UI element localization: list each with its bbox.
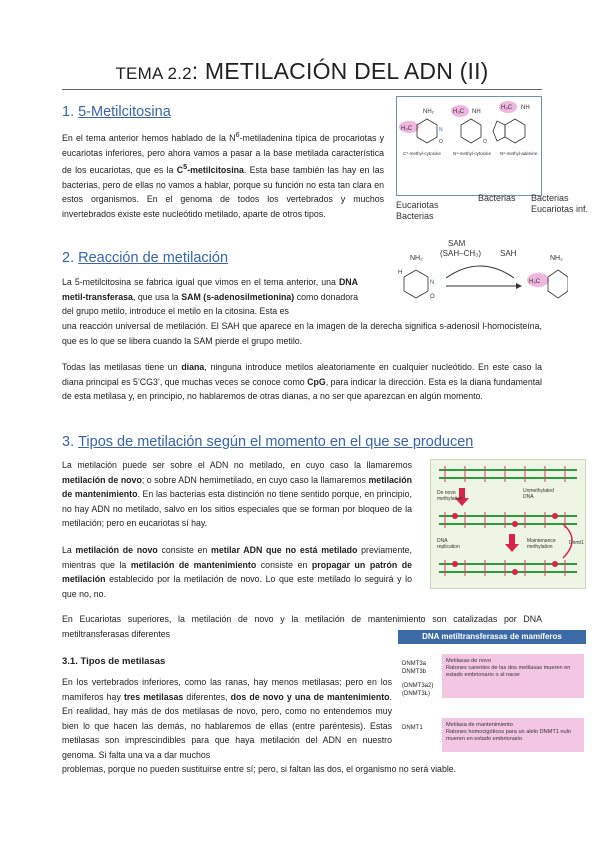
section-3-text-2: La metilación de novo consiste en metilar ADN que no está metilado previamente, mientras que la metilación de mantenimiento consiste en propagar un patrón de metilación establecido por la metilación de novo. Lo que este metilado lo seguirá y lo que no, no.: [62, 545, 412, 599]
methyltransferase-table: [398, 630, 586, 754]
svg-text:H: H: [398, 270, 403, 276]
svg-text:O: O: [483, 139, 487, 145]
label-maintenance-2: methylation: [527, 544, 553, 550]
label-unmethylated: Unmethylated: [523, 488, 554, 494]
section-2-text-3: Todas las metilasas tiene un diana, ninguna introduce metilos aleatoriamente en cualquier nucleótido. En este caso la diana principal es 5’CG3’, que muchas veces se conoce como CpG, para indicar la dirección. Esta es la diana fundamental de esta metilasa y, en principio, no hablaremos de otras dianas, a no ser que aparezcan en algún momento.: [62, 362, 542, 402]
section-3-1-heading: 3.1. Tipos de metilasas: [62, 656, 166, 667]
label-unmethylated-2: DNA: [523, 494, 534, 500]
section-3-1-text-1: En los vertebrados inferiores, como las ranas, hay menos metilasas; pero en los mamíferos hay tres metilasas diferentes, dos de novo y una de mantenimiento. En realidad, hay más de dos metilasas de novo, pero, como no entendemos muy bien lo que hacen las demás, no hablaremos de ellas (entre paréntesis). Estas metilasas son imprescindibles para que haya metilación del ADN en nuestro genoma. Si falta una va a dar muchos: [62, 677, 392, 760]
dna-strands-green: [439, 470, 577, 572]
sah-label: SAH: [500, 249, 517, 258]
dna-bars-top: [445, 466, 565, 576]
svg-text:O: O: [430, 294, 435, 300]
section-2-text-1: La 5-metilcitosina se fabrica igual que vimos en el tema anterior, una DNA metil-transferasa, que usa la SAM (s-adenosilmetionina) como donadora del grupo metilo, introduce el metilo en la citosina. Esta es: [62, 277, 358, 317]
section-2-heading: 2. Reacción de metilación: [62, 250, 229, 266]
reaction-curve: [446, 266, 514, 278]
label-dnmt1: Dnmt1: [569, 540, 584, 546]
svg-text:N⁶-methyl-adenine: N⁶-methyl-adenine: [500, 151, 538, 156]
page-title: TEMA 2.2: METILACIÓN DEL ADN (II): [62, 58, 542, 90]
label-replication-2: replication: [437, 544, 460, 550]
bases-diagram: [397, 97, 543, 197]
label-de-novo-2: methylation: [437, 496, 463, 502]
bases-organisms-1: Eucariotas Bacterias: [396, 200, 439, 221]
section-3-text-3: En Eucariotas superiores, la metilación de novo y la metilación de mantenimiento son catalizadas por DNA metiltransferasas diferentes: [62, 614, 542, 639]
methylated-bases-figure: [396, 96, 542, 196]
label-maintenance: Maintenance: [527, 538, 556, 544]
bases-organisms-2: Bacterias: [478, 193, 516, 203]
sam-formula: (SAH–CH₃): [440, 249, 482, 258]
svg-text:N: N: [439, 127, 443, 133]
label-de-novo: De novo: [437, 490, 456, 496]
cytosine-ring-2: [461, 119, 481, 143]
dna-diagram: [431, 460, 587, 590]
section-1-text: En el tema anterior hemos hablado de la $N^6$-metiladenina típica de procariotas y eucariotas inferiores, pero ahora vamos a pasar a la base metilada característica de los eucariotas, que es la $C^5$-metilcitosina. Esta base también las hay en las bacterias, pero de ellas no vamos a hablar, porque su función no esta tan clara en estos organismos. En el genoma de todos los vertebrados y muchos invertebrados existe este nucleótido metilado, aparte de otros tipos.: [62, 130, 384, 219]
de-novo-box: Metilasas de novo Ratones carentes de las dos metilasas mueren en estado embrionario o al nacer: [442, 654, 584, 698]
cytosine-ring-1: [417, 119, 437, 143]
svg-text:C⁵-methyl-cytosine: C⁵-methyl-cytosine: [403, 151, 441, 156]
section-2-text-2: una reacción universal de metilación. El SAH que aparece en la imagen de la derecha significa s-adenosil l-homocisteína, que es lo que se libera cuando la SAM pierde el grupo metilo.: [62, 321, 542, 346]
cytosine-ring-right: [548, 270, 568, 298]
adenine-ring-5: [493, 121, 505, 141]
table-header: DNA metiltransferasas de mamíferos: [398, 630, 586, 644]
dnmt1-group: DNMT1: [402, 725, 423, 731]
section-3-text-1: La metilación puede ser sobre el ADN no metilado, en cuyo caso la llamaremos metilación de novo; o sobre ADN hemimetilado, en cuyo caso la llamaremos metilación de mantenimiento. En las bacterias esta distinción no tiene sentido porque, en principio, no hay ADN no metilado, salvo en los sitios especiales que se forman por bloqueo de la metilación; pero en eucariotas sí hay.: [62, 460, 412, 529]
reaction-arrowhead: [516, 283, 522, 289]
adenine-ring-6: [505, 119, 525, 143]
cytosine-ring-left: [404, 270, 428, 298]
svg-text:H₃C: H₃C: [401, 126, 413, 132]
svg-text:N⁴-methyl-cytosine: N⁴-methyl-cytosine: [453, 151, 491, 156]
section-1-heading: 1. 5-Metilcitosina: [62, 104, 171, 120]
dnmt3-group: DNMT3a DNMT3b (DNMT3a2) (DNMT3L): [402, 661, 434, 697]
svg-text:NH₂: NH₂: [550, 255, 563, 262]
svg-text:NH₂: NH₂: [423, 109, 434, 115]
sam-label: SAM: [448, 239, 466, 248]
bases-organisms-3: Bacterias Eucariotas inf.: [531, 193, 589, 214]
section-3-heading: 3. Tipos de metilación según el momento en el que se producen: [62, 434, 474, 450]
svg-text:H₃C: H₃C: [453, 109, 465, 115]
svg-text:N: N: [430, 280, 435, 286]
svg-text:O: O: [439, 139, 443, 145]
reaction-diagram: [388, 236, 568, 318]
maintenance-box: Metilasa de mantenimiento Ratones homocigóticos para un alelo DNMT1 nulo mueren en estado embrionario: [442, 718, 584, 752]
section-3-1-text-2: problemas, porque no pueden sustituirse entre sí; pero, si faltan las dos, el organismo no será viable.: [62, 764, 457, 774]
dna-methylation-figure: [430, 459, 586, 589]
svg-text:H₃C: H₃C: [501, 105, 513, 111]
svg-text:NH₂: NH₂: [410, 255, 423, 262]
methylation-reaction-figure: [388, 236, 568, 318]
svg-text:NH: NH: [472, 109, 481, 115]
arrow-down-2: [505, 534, 519, 552]
svg-text:H₃C: H₃C: [529, 279, 541, 285]
label-replication: DNA: [437, 538, 448, 544]
svg-text:NH: NH: [521, 105, 530, 111]
